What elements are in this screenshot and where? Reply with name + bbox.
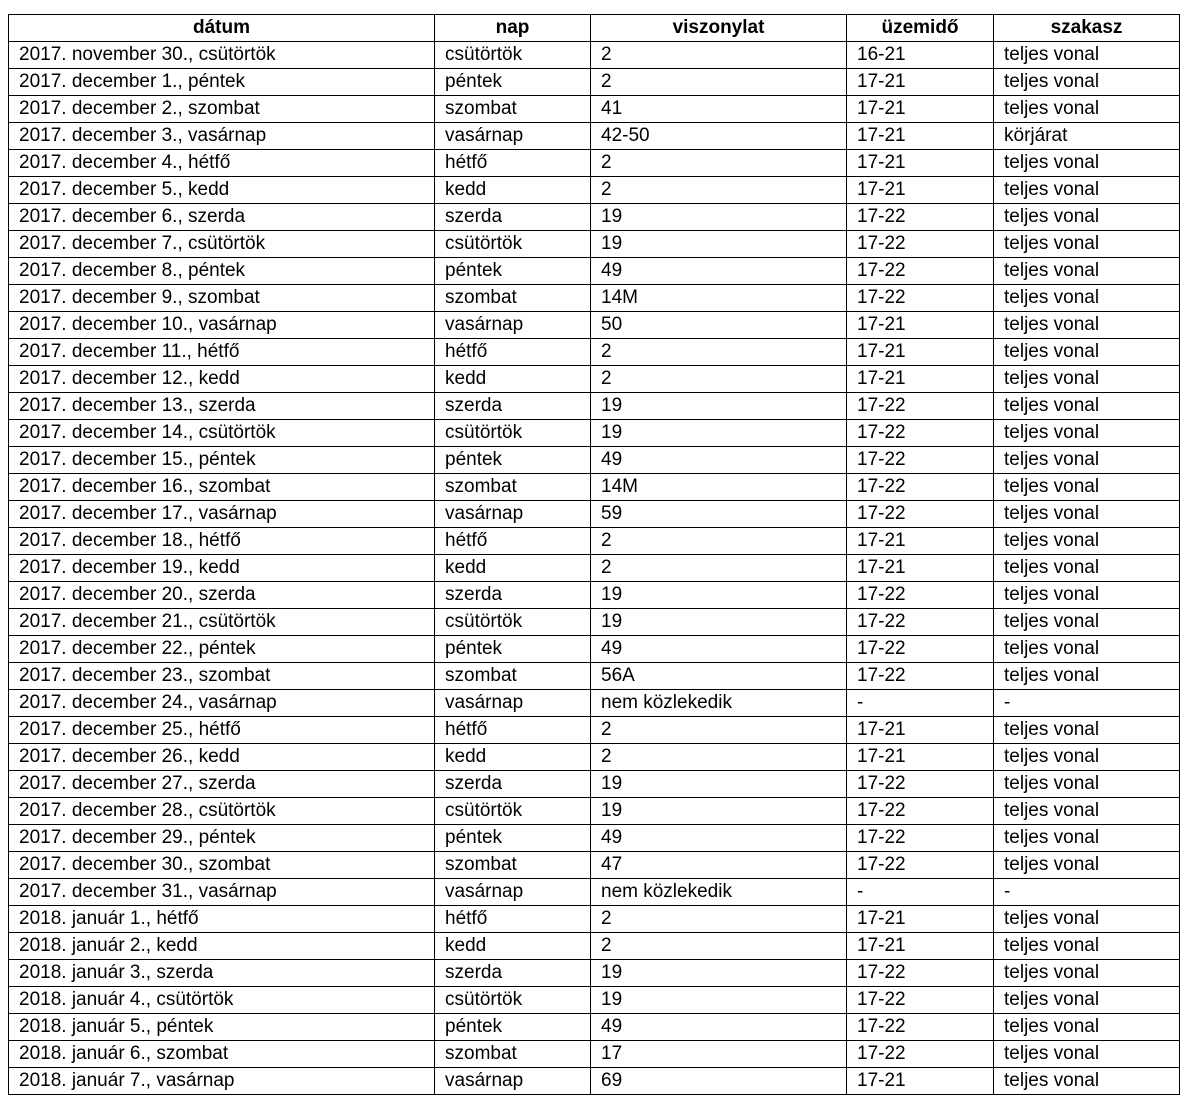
cell-datum: 2017. november 30., csütörtök [9,42,435,69]
table-row [9,285,1180,312]
cell-datum: 2018. január 4., csütörtök [9,987,435,1014]
cell-nap: hétfő [435,906,591,933]
cell-datum: 2017. december 26., kedd [9,744,435,771]
cell-nap: csütörtök [435,231,591,258]
table-row [9,177,1180,204]
table-row [9,528,1180,555]
cell-uzemido: 17-21 [847,528,994,555]
cell-datum: 2017. december 16., szombat [9,474,435,501]
cell-nap: szombat [435,1041,591,1068]
cell-uzemido: 17-22 [847,582,994,609]
table-row [9,258,1180,285]
cell-nap: vasárnap [435,690,591,717]
cell-szakasz: teljes vonal [994,933,1180,960]
cell-viszonylat: 2 [591,42,847,69]
cell-datum: 2017. december 4., hétfő [9,150,435,177]
cell-szakasz: teljes vonal [994,366,1180,393]
cell-viszonylat: 2 [591,177,847,204]
cell-datum: 2017. december 17., vasárnap [9,501,435,528]
schedule-table [8,14,1180,1095]
table-row [9,798,1180,825]
table-row [9,69,1180,96]
cell-nap: hétfő [435,528,591,555]
cell-nap: szombat [435,474,591,501]
header-viszonylat: viszonylat [591,15,847,42]
cell-uzemido: 17-22 [847,1041,994,1068]
cell-viszonylat: 49 [591,447,847,474]
table-row [9,312,1180,339]
cell-szakasz: teljes vonal [994,42,1180,69]
table-row [9,501,1180,528]
cell-uzemido: 17-22 [847,393,994,420]
cell-szakasz: teljes vonal [994,636,1180,663]
cell-datum: 2017. december 31., vasárnap [9,879,435,906]
cell-nap: szerda [435,771,591,798]
table-row [9,852,1180,879]
cell-szakasz: teljes vonal [994,204,1180,231]
cell-uzemido: 17-21 [847,123,994,150]
cell-viszonylat: nem közlekedik [591,879,847,906]
table-row [9,906,1180,933]
cell-viszonylat: 19 [591,609,847,636]
cell-datum: 2017. december 2., szombat [9,96,435,123]
cell-uzemido: 17-22 [847,231,994,258]
cell-viszonylat: 2 [591,744,847,771]
cell-uzemido: 17-22 [847,663,994,690]
cell-szakasz: teljes vonal [994,960,1180,987]
cell-viszonylat: 49 [591,825,847,852]
cell-szakasz: teljes vonal [994,150,1180,177]
cell-datum: 2018. január 7., vasárnap [9,1068,435,1095]
cell-viszonylat: 2 [591,717,847,744]
cell-datum: 2017. december 12., kedd [9,366,435,393]
cell-datum: 2017. december 1., péntek [9,69,435,96]
cell-datum: 2017. december 10., vasárnap [9,312,435,339]
cell-uzemido: 17-22 [847,447,994,474]
table-row [9,609,1180,636]
cell-nap: vasárnap [435,312,591,339]
cell-viszonylat: 59 [591,501,847,528]
table-row [9,339,1180,366]
cell-datum: 2018. január 5., péntek [9,1014,435,1041]
cell-nap: kedd [435,366,591,393]
cell-datum: 2017. december 28., csütörtök [9,798,435,825]
table-row [9,717,1180,744]
cell-viszonylat: 19 [591,987,847,1014]
cell-viszonylat: 17 [591,1041,847,1068]
cell-datum: 2017. december 30., szombat [9,852,435,879]
cell-nap: kedd [435,744,591,771]
cell-uzemido: 17-22 [847,960,994,987]
cell-uzemido: - [847,879,994,906]
cell-datum: 2017. december 23., szombat [9,663,435,690]
table-row [9,150,1180,177]
table-row [9,1068,1180,1095]
cell-uzemido: 17-22 [847,420,994,447]
cell-uzemido: 17-22 [847,204,994,231]
cell-nap: péntek [435,1014,591,1041]
cell-viszonylat: 49 [591,1014,847,1041]
cell-szakasz: teljes vonal [994,312,1180,339]
table-row [9,771,1180,798]
cell-viszonylat: 50 [591,312,847,339]
table-row [9,123,1180,150]
header-uzemido: üzemidő [847,15,994,42]
cell-szakasz: teljes vonal [994,285,1180,312]
cell-nap: csütörtök [435,798,591,825]
cell-uzemido: 17-21 [847,96,994,123]
cell-szakasz: teljes vonal [994,177,1180,204]
table-row [9,42,1180,69]
table-row [9,231,1180,258]
cell-uzemido: 17-22 [847,798,994,825]
table-row [9,933,1180,960]
cell-uzemido: 17-21 [847,312,994,339]
cell-nap: szombat [435,285,591,312]
cell-nap: szombat [435,663,591,690]
cell-uzemido: 17-22 [847,636,994,663]
cell-uzemido: - [847,690,994,717]
table-row [9,474,1180,501]
cell-datum: 2018. január 1., hétfő [9,906,435,933]
cell-datum: 2017. december 5., kedd [9,177,435,204]
cell-datum: 2017. december 13., szerda [9,393,435,420]
cell-uzemido: 17-22 [847,771,994,798]
cell-nap: vasárnap [435,879,591,906]
table-header [9,15,1180,42]
cell-nap: vasárnap [435,1068,591,1095]
cell-viszonylat: 49 [591,258,847,285]
cell-uzemido: 17-21 [847,69,994,96]
cell-szakasz: teljes vonal [994,474,1180,501]
cell-nap: szerda [435,960,591,987]
cell-nap: csütörtök [435,42,591,69]
cell-szakasz: teljes vonal [994,744,1180,771]
cell-szakasz: teljes vonal [994,771,1180,798]
cell-szakasz: teljes vonal [994,69,1180,96]
cell-uzemido: 17-22 [847,1014,994,1041]
table-row [9,582,1180,609]
cell-datum: 2018. január 3., szerda [9,960,435,987]
cell-viszonylat: 2 [591,69,847,96]
cell-datum: 2017. december 15., péntek [9,447,435,474]
cell-viszonylat: 2 [591,150,847,177]
cell-viszonylat: 56A [591,663,847,690]
cell-uzemido: 17-22 [847,285,994,312]
table-row [9,447,1180,474]
cell-viszonylat: 2 [591,339,847,366]
header-szakasz: szakasz [994,15,1180,42]
cell-szakasz: teljes vonal [994,663,1180,690]
cell-viszonylat: 14M [591,285,847,312]
cell-uzemido: 17-21 [847,339,994,366]
cell-viszonylat: 2 [591,933,847,960]
cell-szakasz: teljes vonal [994,339,1180,366]
cell-datum: 2017. december 7., csütörtök [9,231,435,258]
cell-nap: szerda [435,393,591,420]
cell-szakasz: teljes vonal [994,717,1180,744]
cell-szakasz: teljes vonal [994,609,1180,636]
cell-nap: vasárnap [435,501,591,528]
cell-nap: szombat [435,852,591,879]
cell-uzemido: 17-22 [847,825,994,852]
cell-datum: 2017. december 24., vasárnap [9,690,435,717]
cell-szakasz: teljes vonal [994,825,1180,852]
cell-szakasz: - [994,879,1180,906]
cell-uzemido: 17-21 [847,717,994,744]
cell-nap: péntek [435,258,591,285]
cell-datum: 2017. december 3., vasárnap [9,123,435,150]
table-row [9,663,1180,690]
cell-datum: 2017. december 14., csütörtök [9,420,435,447]
cell-nap: csütörtök [435,420,591,447]
cell-uzemido: 17-21 [847,744,994,771]
cell-szakasz: körjárat [994,123,1180,150]
cell-szakasz: teljes vonal [994,1068,1180,1095]
cell-datum: 2017. december 6., szerda [9,204,435,231]
cell-szakasz: teljes vonal [994,906,1180,933]
cell-uzemido: 17-22 [847,987,994,1014]
cell-viszonylat: 19 [591,960,847,987]
cell-nap: szerda [435,582,591,609]
cell-szakasz: teljes vonal [994,447,1180,474]
cell-szakasz: teljes vonal [994,582,1180,609]
cell-szakasz: teljes vonal [994,393,1180,420]
cell-nap: hétfő [435,339,591,366]
cell-viszonylat: 2 [591,555,847,582]
cell-nap: kedd [435,177,591,204]
cell-nap: péntek [435,636,591,663]
cell-viszonylat: 2 [591,528,847,555]
table-row [9,393,1180,420]
table-row [9,366,1180,393]
cell-viszonylat: 19 [591,393,847,420]
table-row [9,636,1180,663]
cell-viszonylat: 19 [591,771,847,798]
cell-viszonylat: 41 [591,96,847,123]
cell-nap: hétfő [435,717,591,744]
cell-uzemido: 17-22 [847,852,994,879]
cell-nap: péntek [435,69,591,96]
cell-datum: 2017. december 9., szombat [9,285,435,312]
cell-viszonylat: nem közlekedik [591,690,847,717]
cell-datum: 2018. január 2., kedd [9,933,435,960]
cell-uzemido: 17-21 [847,555,994,582]
cell-viszonylat: 14M [591,474,847,501]
table-row [9,987,1180,1014]
cell-datum: 2017. december 22., péntek [9,636,435,663]
header-row [9,15,1180,42]
cell-szakasz: teljes vonal [994,528,1180,555]
cell-datum: 2017. december 21., csütörtök [9,609,435,636]
cell-uzemido: 17-21 [847,177,994,204]
cell-uzemido: 17-21 [847,366,994,393]
table-row [9,1041,1180,1068]
cell-nap: kedd [435,555,591,582]
cell-uzemido: 17-22 [847,474,994,501]
cell-szakasz: teljes vonal [994,258,1180,285]
cell-viszonylat: 19 [591,231,847,258]
table-row [9,1014,1180,1041]
header-nap: nap [435,15,591,42]
table-row [9,420,1180,447]
cell-szakasz: teljes vonal [994,987,1180,1014]
cell-szakasz: teljes vonal [994,501,1180,528]
table-row [9,879,1180,906]
cell-datum: 2017. december 18., hétfő [9,528,435,555]
header-datum: dátum [9,15,435,42]
cell-uzemido: 16-21 [847,42,994,69]
cell-szakasz: teljes vonal [994,1041,1180,1068]
cell-szakasz: teljes vonal [994,420,1180,447]
cell-nap: kedd [435,933,591,960]
cell-uzemido: 17-22 [847,501,994,528]
cell-datum: 2017. december 27., szerda [9,771,435,798]
cell-nap: péntek [435,825,591,852]
cell-szakasz: teljes vonal [994,798,1180,825]
cell-viszonylat: 42-50 [591,123,847,150]
cell-uzemido: 17-21 [847,150,994,177]
table-row [9,555,1180,582]
table-row [9,96,1180,123]
table-body [9,42,1180,1095]
cell-nap: vasárnap [435,123,591,150]
cell-uzemido: 17-21 [847,933,994,960]
cell-uzemido: 17-22 [847,258,994,285]
cell-datum: 2017. december 25., hétfő [9,717,435,744]
table-row [9,744,1180,771]
cell-viszonylat: 2 [591,906,847,933]
cell-datum: 2017. december 8., péntek [9,258,435,285]
cell-viszonylat: 19 [591,204,847,231]
cell-datum: 2017. december 29., péntek [9,825,435,852]
cell-nap: hétfő [435,150,591,177]
cell-szakasz: teljes vonal [994,555,1180,582]
cell-viszonylat: 69 [591,1068,847,1095]
cell-nap: csütörtök [435,609,591,636]
cell-szakasz: teljes vonal [994,852,1180,879]
table-row [9,960,1180,987]
cell-szakasz: teljes vonal [994,1014,1180,1041]
cell-szakasz: teljes vonal [994,96,1180,123]
cell-nap: csütörtök [435,987,591,1014]
table-row [9,204,1180,231]
cell-datum: 2017. december 11., hétfő [9,339,435,366]
cell-nap: szombat [435,96,591,123]
table-row [9,825,1180,852]
cell-uzemido: 17-21 [847,1068,994,1095]
cell-uzemido: 17-22 [847,609,994,636]
cell-szakasz: - [994,690,1180,717]
cell-datum: 2018. január 6., szombat [9,1041,435,1068]
cell-datum: 2017. december 20., szerda [9,582,435,609]
cell-nap: szerda [435,204,591,231]
cell-viszonylat: 19 [591,420,847,447]
cell-viszonylat: 47 [591,852,847,879]
cell-datum: 2017. december 19., kedd [9,555,435,582]
cell-viszonylat: 49 [591,636,847,663]
cell-viszonylat: 19 [591,582,847,609]
cell-nap: péntek [435,447,591,474]
cell-viszonylat: 19 [591,798,847,825]
cell-viszonylat: 2 [591,366,847,393]
cell-uzemido: 17-21 [847,906,994,933]
table-row [9,690,1180,717]
cell-szakasz: teljes vonal [994,231,1180,258]
